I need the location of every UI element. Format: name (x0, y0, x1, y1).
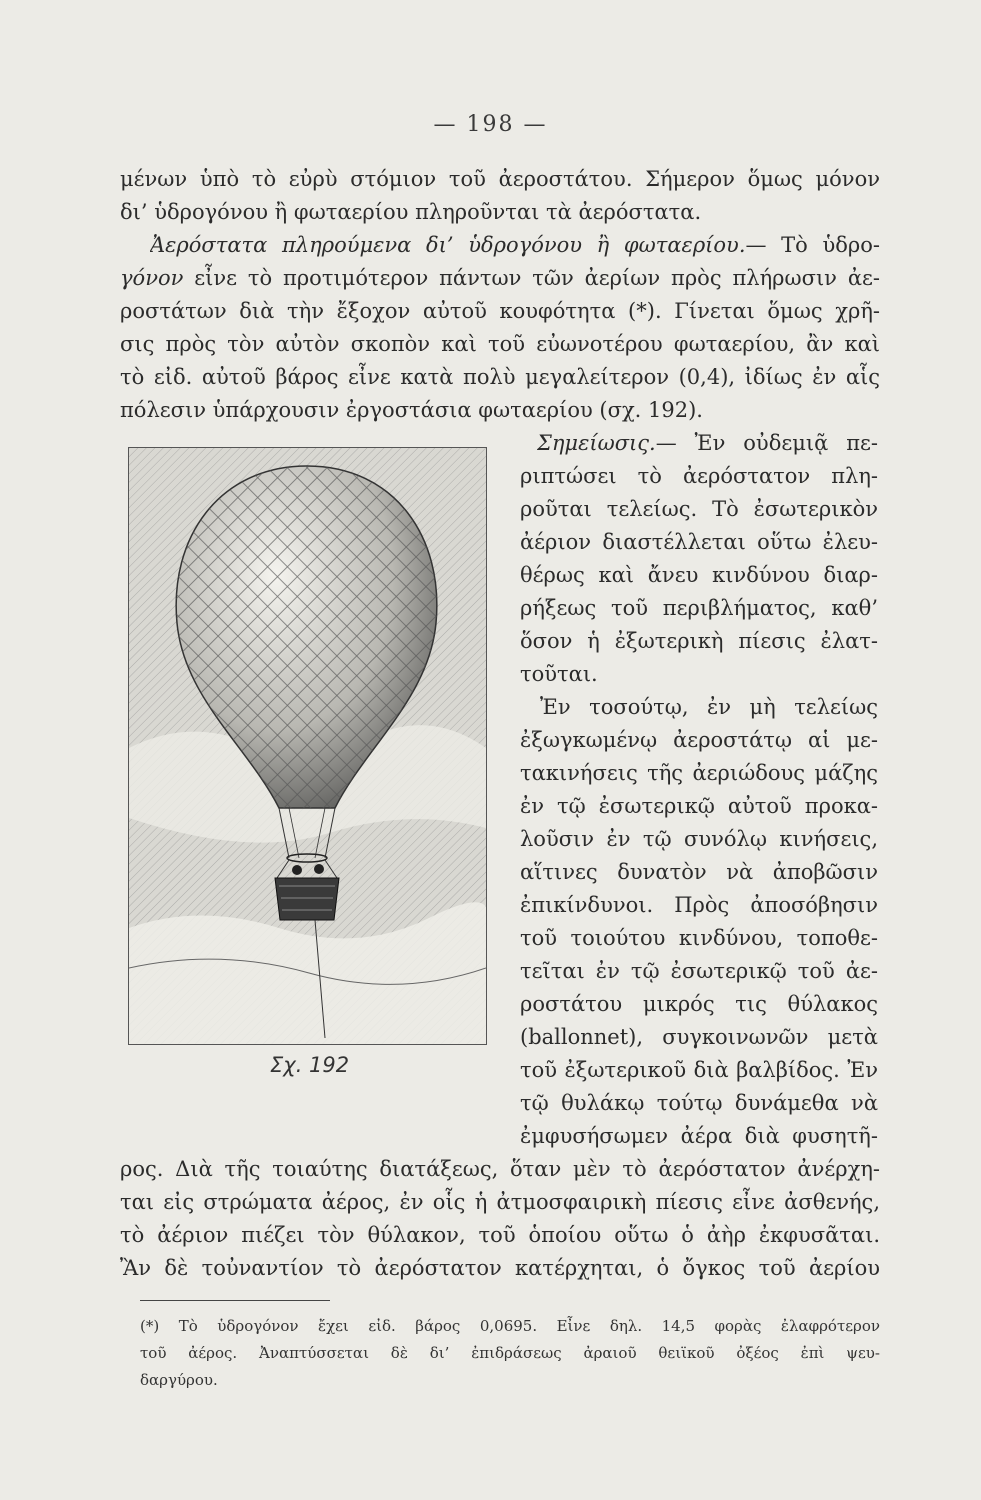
figure-caption: Σχ. 192 (270, 1053, 350, 1077)
text-line: Σημείωσις.— Ἐν οὐδεμιᾷ πε- (537, 431, 878, 455)
balloon-illustration (128, 447, 487, 1045)
text-line: ὅσον ἡ ἐξωτερικὴ πίεσις ἐλατ- (520, 629, 878, 653)
text-line: ριπτώσει τὸ ἀερόστατον πλη- (520, 464, 878, 488)
text-line: λοῦσιν ἐν τῷ συνόλῳ κινήσεις, (520, 827, 878, 851)
text-line: ροῦται τελείως. Τὸ ἐσωτερικὸν (520, 497, 878, 521)
text-line: γόνον εἶνε τὸ προτιμότερον πάντων τῶν ἀερίων πρὸς πλήρωσιν ἀε- (120, 266, 880, 290)
page-number: — 198 — (433, 112, 548, 137)
text-line: ἀέριον διαστέλλεται οὕτω ἐλευ- (520, 530, 878, 554)
footnote-line: (*) Τὸ ὑδρογόνον ἔχει εἰδ. βάρος 0,0695. Εἶνε δηλ. 14,5 φορὰς ἐλαφρότερον (140, 1317, 880, 1335)
text-line: θέρως καὶ ἄνευ κινδύνου διαρ- (520, 563, 878, 587)
text-line: ροστάτων διὰ τὴν ἔξοχον αὐτοῦ κουφότητα (*). Γίνεται ὅμως χρῆ- (120, 299, 880, 323)
text-line: τοῦ ἐξωτερικοῦ διὰ βαλβίδος. Ἐν (520, 1058, 878, 1082)
text-line: μένων ὑπὸ τὸ εὐρὺ στόμιον τοῦ ἀεροστάτου. Σήμερον ὅμως μόνον (120, 167, 880, 191)
text-line: ται εἰς στρώματα ἀέρος, ἐν οἷς ἡ ἀτμοσφαιρικὴ πίεσις εἶνε ἀσθενής, (120, 1190, 880, 1214)
note-label: Σημείωσις. (537, 431, 656, 455)
footnote-rule (140, 1300, 330, 1301)
footnote-line: τοῦ ἀέρος. Ἀναπτύσσεται δὲ δι’ ἐπιδράσεως ἀραιοῦ θειϊκοῦ ὀξέος ἐπὶ ψευ- (140, 1344, 880, 1362)
text-line: τακινήσεις τῆς ἀεριώδους μάζης (520, 761, 878, 785)
text-line: Ἐν τοσούτῳ, ἐν μὴ τελείως (540, 695, 878, 719)
text-line: σις πρὸς τὸν αὐτὸν σκοπὸν καὶ τοῦ εὐωνοτέρου φωταερίου, ἂν καὶ (120, 332, 880, 356)
text-line: τοῦται. (520, 662, 598, 686)
text-line: ἐξωγκωμένῳ ἀεροστάτῳ αἱ με- (520, 728, 878, 752)
section-heading: Ἀερόστατα πληρούμενα δι’ ὑδρογόνου ἢ φωταερίου. (150, 233, 746, 257)
text-line: τῷ θυλάκῳ τούτῳ δυνάμεθα νὰ (520, 1091, 878, 1115)
text-line: ρήξεως τοῦ περιβλήματος, καθ’ (520, 596, 878, 620)
text-line: ἐμφυσήσωμεν ἀέρα διὰ φυσητῆ- (520, 1124, 878, 1148)
text-line: Ἂν δὲ τοὐναντίον τὸ ἀερόστατον κατέρχηται, ὁ ὄγκος τοῦ ἀερίου (120, 1256, 880, 1280)
text-line: τὸ εἰδ. αὐτοῦ βάρος εἶνε κατὰ πολὺ μεγαλείτερον (0,4), ἰδίως ἐν αἷς (120, 365, 880, 389)
text-line: αἵτινες δυνατὸν νὰ ἀποβῶσιν (520, 860, 878, 884)
text-line: ροστάτου μικρός τις θύλακος (520, 992, 878, 1016)
footnote-line: δαργύρου. (140, 1371, 218, 1389)
balloon-drawing (129, 448, 486, 1044)
text-line: δι’ ὑδρογόνου ἢ φωταερίου πληροῦνται τὰ ἀερόστατα. (120, 200, 702, 224)
text-line: ἐπικίνδυνοι. Πρὸς ἀποσόβησιν (520, 893, 878, 917)
text-line: πόλεσιν ὑπάρχουσιν ἐργοστάσια φωταερίου (σχ. 192). (120, 398, 703, 422)
text-line: ρος. Διὰ τῆς τοιαύτης διατάξεως, ὅταν μὲν τὸ ἀερόστατον ἀνέρχη- (120, 1157, 880, 1181)
text-line: τὸ ἀέριον πιέζει τὸν θύλακον, τοῦ ὁποίου οὕτω ὁ ἀὴρ ἐκφυσᾶται. (120, 1223, 880, 1247)
text-line: (ballonnet), συγκοινωνῶν μετὰ (520, 1025, 878, 1049)
text-line: τοῦ τοιούτου κινδύνου, τοποθε- (520, 926, 878, 950)
section-heading-line: Ἀερόστατα πληρούμενα δι’ ὑδρογόνου ἢ φωταερίου.— Τὸ ὑδρο- (150, 233, 880, 257)
text-line: ἐν τῷ ἐσωτερικῷ αὐτοῦ προκα- (520, 794, 878, 818)
text-line: τεῖται ἐν τῷ ἐσωτερικῷ τοῦ ἀε- (520, 959, 878, 983)
